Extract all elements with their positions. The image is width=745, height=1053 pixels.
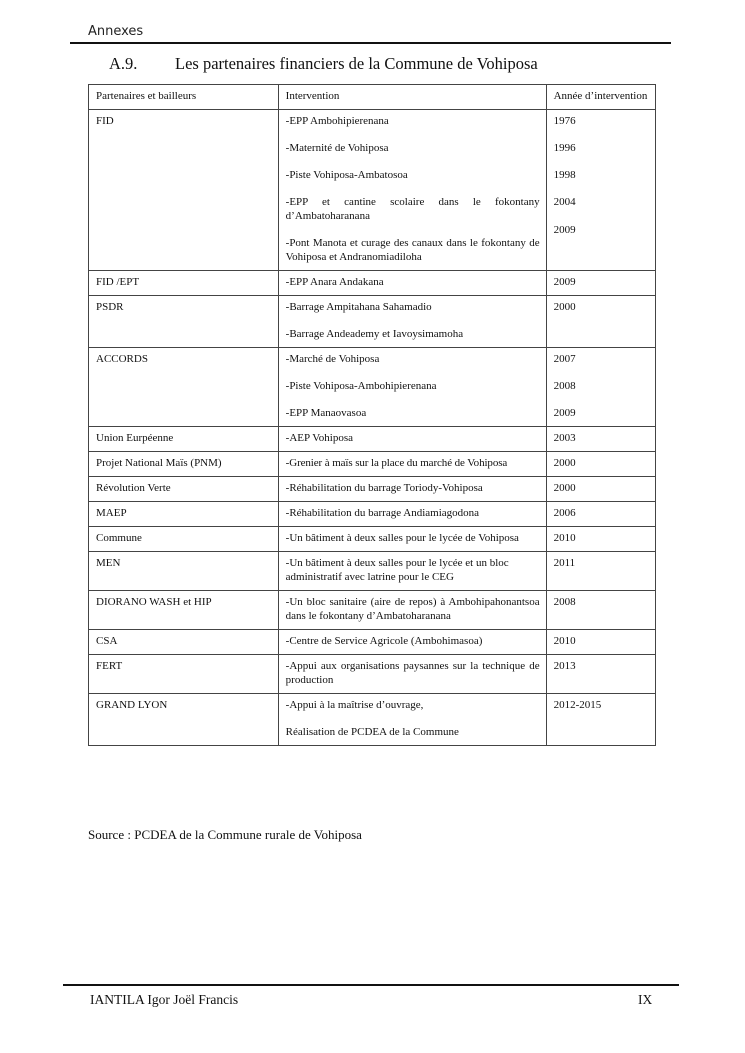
header-rule <box>70 42 671 44</box>
table-row <box>89 694 656 746</box>
year-cell <box>546 694 655 746</box>
table-row <box>89 271 656 296</box>
partner-cell: MEN <box>89 552 279 591</box>
partner-cell: Commune <box>89 527 279 552</box>
intervention-cell <box>278 477 546 502</box>
partner-cell: CSA <box>89 630 279 655</box>
footer-author: IANTILA Igor Joël Francis <box>90 992 239 1007</box>
intervention-item: -Réhabilitation du barrage Andiamiagodona <box>285 507 480 519</box>
intervention-cell <box>278 552 546 591</box>
table-row <box>89 296 656 348</box>
intervention-cell <box>278 630 546 655</box>
intervention-item: -Centre de Service Agricole (Ambohimasoa) <box>285 635 483 647</box>
intervention-item: -Pont Manota et curage des canaux dans le fokontany de Vohiposa et Andranomiadiloha <box>285 237 540 263</box>
year-item: 2003 <box>553 432 576 444</box>
partners-table <box>88 84 656 746</box>
intervention-cell <box>278 110 546 271</box>
year-cell <box>546 502 655 527</box>
intervention-item: -Marché de Vohiposa <box>285 353 380 365</box>
intervention-cell <box>278 427 546 452</box>
intervention-item: -EPP Ambohipierenana <box>285 115 389 127</box>
year-cell <box>546 110 655 271</box>
page-number: IX <box>638 992 653 1007</box>
year-item: 2007 <box>553 353 576 365</box>
year-cell <box>546 348 655 427</box>
year-cell <box>546 591 655 630</box>
intervention-item: -Maternité de Vohiposa <box>285 142 389 154</box>
table-row <box>89 527 656 552</box>
year-item: 2013 <box>553 660 576 672</box>
partner-cell: DIORANO WASH et HIP <box>89 591 279 630</box>
partner-cell: Révolution Verte <box>89 477 279 502</box>
intervention-cell <box>278 348 546 427</box>
intervention-item: -EPP Manaovasoa <box>285 407 367 419</box>
intervention-item: -Piste Vohiposa-Ambatosoa <box>285 169 408 181</box>
year-item: 2006 <box>553 507 576 519</box>
intervention-cell <box>278 527 546 552</box>
partner-cell: MAEP <box>89 502 279 527</box>
table-row <box>89 591 656 630</box>
year-item: 1998 <box>553 169 576 181</box>
year-item: 2000 <box>553 457 576 469</box>
intervention-item: -Barrage Andeademy et Iavoysimamoha <box>285 328 464 340</box>
year-cell <box>546 271 655 296</box>
intervention-cell <box>278 694 546 746</box>
intervention-item: -EPP et cantine scolaire dans le fokontany d’Ambatoharanana <box>285 196 540 222</box>
table-row <box>89 502 656 527</box>
header-year: Année d’intervention <box>546 85 655 110</box>
intervention-item: -AEP Vohiposa <box>285 432 353 444</box>
table-row <box>89 427 656 452</box>
table-row <box>89 477 656 502</box>
year-item: 2000 <box>553 301 576 313</box>
year-item: 2004 <box>553 196 576 208</box>
year-item: 2008 <box>553 380 576 392</box>
partner-cell: FID <box>89 110 279 271</box>
running-header: Annexes <box>88 24 144 39</box>
year-item: 2008 <box>553 596 576 608</box>
table-row <box>89 110 656 271</box>
table-row <box>89 655 656 694</box>
year-cell <box>546 552 655 591</box>
year-item: 1996 <box>553 142 576 154</box>
intervention-item: Réalisation de PCDEA de la Commune <box>285 726 459 738</box>
intervention-cell <box>278 452 546 477</box>
intervention-item: -Réhabilitation du barrage Toriody-Vohiposa <box>285 482 483 494</box>
year-item: 2009 <box>553 407 576 419</box>
year-cell <box>546 452 655 477</box>
table-source: Source : PCDEA de la Commune rurale de Vohiposa <box>88 827 362 842</box>
year-item: 2012-2015 <box>553 699 602 711</box>
year-item: 2000 <box>553 482 576 494</box>
year-cell <box>546 477 655 502</box>
partner-cell: FERT <box>89 655 279 694</box>
year-cell <box>546 630 655 655</box>
intervention-cell <box>278 655 546 694</box>
section-number: A.9. <box>109 54 138 73</box>
year-item: 2011 <box>553 557 576 569</box>
intervention-item: -Appui aux organisations paysannes sur la technique de production <box>285 660 540 686</box>
year-cell <box>546 655 655 694</box>
intervention-item: -Un bâtiment à deux salles pour le lycée et un bloc administratif avec latrine pour le CEG <box>285 557 509 583</box>
intervention-cell <box>278 296 546 348</box>
table-row <box>89 348 656 427</box>
intervention-item: -Appui à la maîtrise d’ouvrage, <box>285 699 424 711</box>
table-row <box>89 630 656 655</box>
intervention-item: -Un bloc sanitaire (aire de repos) à Ambohipahonantsoa dans le fokontany d’Ambatoharanana <box>285 596 540 622</box>
partner-cell: Projet National Maïs (PNM) <box>89 452 279 477</box>
year-cell <box>546 527 655 552</box>
intervention-item: -EPP Anara Andakana <box>285 276 384 288</box>
year-item: 2009 <box>553 224 576 236</box>
intervention-item: -Grenier à maïs sur la place du marché de Vohiposa <box>285 457 508 469</box>
intervention-cell <box>278 271 546 296</box>
year-item: 2010 <box>553 532 576 544</box>
partner-cell: FID /EPT <box>89 271 279 296</box>
partner-cell: Union Eurpéenne <box>89 427 279 452</box>
footer-rule <box>63 984 679 986</box>
intervention-item: -Barrage Ampitahana Sahamadio <box>285 301 432 313</box>
header-intervention: Intervention <box>278 85 546 110</box>
table-header-row <box>89 85 656 110</box>
table-row <box>89 552 656 591</box>
section-title-text: Les partenaires financiers de la Commune de Vohiposa <box>175 54 538 73</box>
intervention-cell <box>278 502 546 527</box>
year-cell <box>546 427 655 452</box>
year-item: 2010 <box>553 635 576 647</box>
section-title <box>109 54 538 74</box>
year-item: 2009 <box>553 276 576 288</box>
partner-cell: GRAND LYON <box>89 694 279 746</box>
header-partners: Partenaires et bailleurs <box>89 85 279 110</box>
table-row <box>89 452 656 477</box>
year-item: 1976 <box>553 115 576 127</box>
intervention-item: -Un bâtiment à deux salles pour le lycée de Vohiposa <box>285 532 519 544</box>
intervention-cell <box>278 591 546 630</box>
intervention-item: -Piste Vohiposa-Ambohipierenana <box>285 380 437 392</box>
year-cell <box>546 296 655 348</box>
partner-cell: PSDR <box>89 296 279 348</box>
partner-cell: ACCORDS <box>89 348 279 427</box>
